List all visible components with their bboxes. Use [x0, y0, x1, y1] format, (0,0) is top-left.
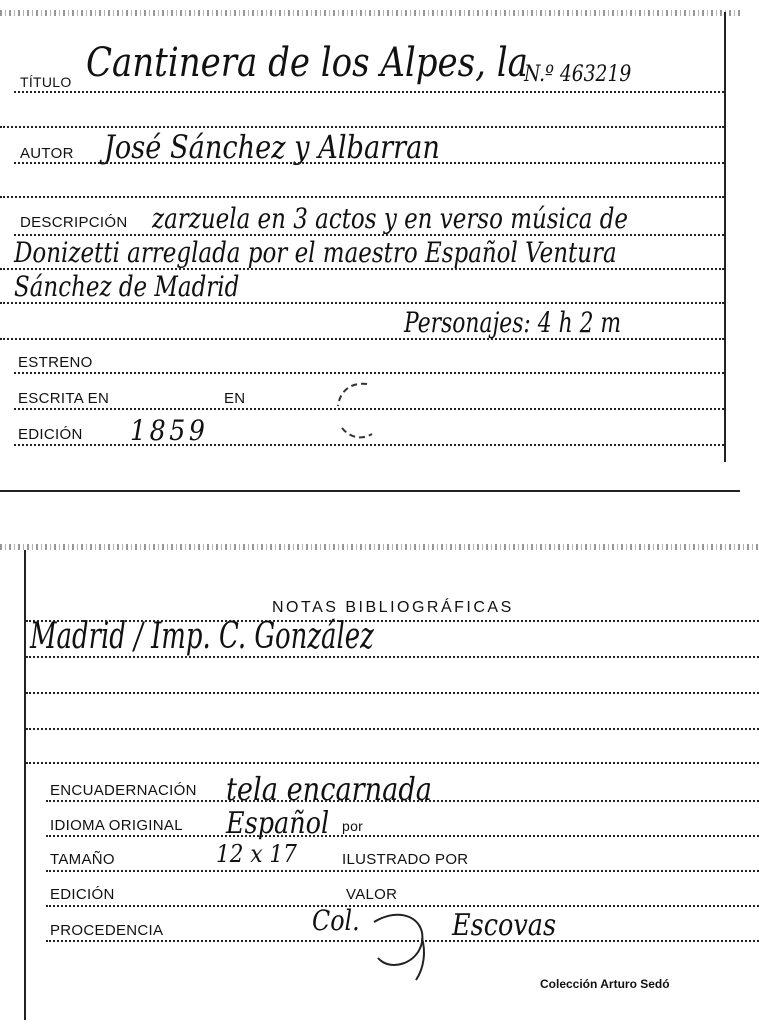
estreno-line: [14, 372, 724, 374]
en-label: EN: [224, 390, 246, 407]
idioma-original-label: IDIOMA ORIGINAL: [50, 817, 183, 834]
descripcion-label: DESCRIPCIÓN: [20, 214, 128, 231]
notas-line-5: [26, 762, 759, 764]
tamano-line: [46, 870, 759, 872]
descripcion-value-3: Sánchez de Madrid: [14, 270, 240, 303]
top-card-right-border: [724, 12, 726, 462]
edicion-bottom-label: EDICIÓN: [50, 886, 115, 903]
top-card: [0, 0, 759, 500]
notas-line-3: [26, 692, 759, 694]
descripcion-value-1: zarzuela en 3 actos y en verso música de: [152, 202, 629, 235]
procedencia-line: [46, 940, 759, 942]
autor-value: José Sánchez y Albarran: [104, 128, 440, 166]
punch-hole-mark: [322, 376, 392, 446]
autor-label: AUTOR: [20, 145, 74, 162]
edicion-label: EDICIÓN: [18, 426, 83, 443]
edicion-line: [14, 444, 724, 446]
tamano-value: 12 x 17: [216, 840, 297, 868]
descripcion-line-4: [0, 338, 724, 340]
estreno-label: ESTRENO: [18, 354, 93, 371]
titulo-label: TÍTULO: [20, 74, 72, 90]
encuadernacion-label: ENCUADERNACIÓN: [50, 782, 197, 799]
procedencia-label: PROCEDENCIA: [50, 922, 164, 939]
blank-line-2: [0, 196, 724, 198]
notas-bibliograficas-title: NOTAS BIBLIOGRÁFICAS: [272, 599, 514, 616]
procedencia-value-1: Col.: [312, 904, 360, 937]
bottom-card-edge: [0, 544, 759, 550]
edicion-bottom-line: [46, 905, 759, 907]
ilustrado-por-label: ILUSTRADO POR: [342, 851, 469, 868]
coleccion-credit: Colección Arturo Sedó: [540, 977, 670, 991]
por-label: por: [342, 818, 364, 834]
procedencia-value-2: Escovas: [452, 908, 557, 943]
edicion-value: 1859: [130, 414, 209, 447]
idioma-original-line: [46, 835, 759, 837]
procedencia-flourish: [360, 908, 450, 984]
valor-label: VALOR: [346, 886, 398, 903]
titulo-line: [14, 91, 724, 93]
descripcion-value-2: Donizetti arreglada por el maestro Español Ventura: [14, 236, 617, 269]
descripcion-line-3: [0, 302, 724, 304]
encuadernacion-line: [46, 800, 759, 802]
tamano-label: TAMAÑO: [50, 851, 115, 868]
notas-line-2: [26, 656, 759, 658]
bottom-card: [0, 540, 759, 1028]
top-card-edge: [0, 10, 740, 16]
notas-line-4: [26, 728, 759, 730]
numero-value: N.º 463219: [524, 62, 632, 87]
notas-value-1: Madrid / Imp. C. González: [30, 616, 374, 657]
encuadernacion-value: tela encarnada: [226, 770, 433, 808]
idioma-original-value: Español: [226, 806, 330, 841]
autor-line: [14, 162, 724, 164]
titulo-value: Cantinera de los Alpes, la: [86, 40, 528, 86]
escrita-en-label: ESCRITA EN: [18, 390, 110, 407]
personajes-value: Personajes: 4 h 2 m: [404, 306, 622, 339]
top-card-bottom-border: [0, 490, 740, 492]
